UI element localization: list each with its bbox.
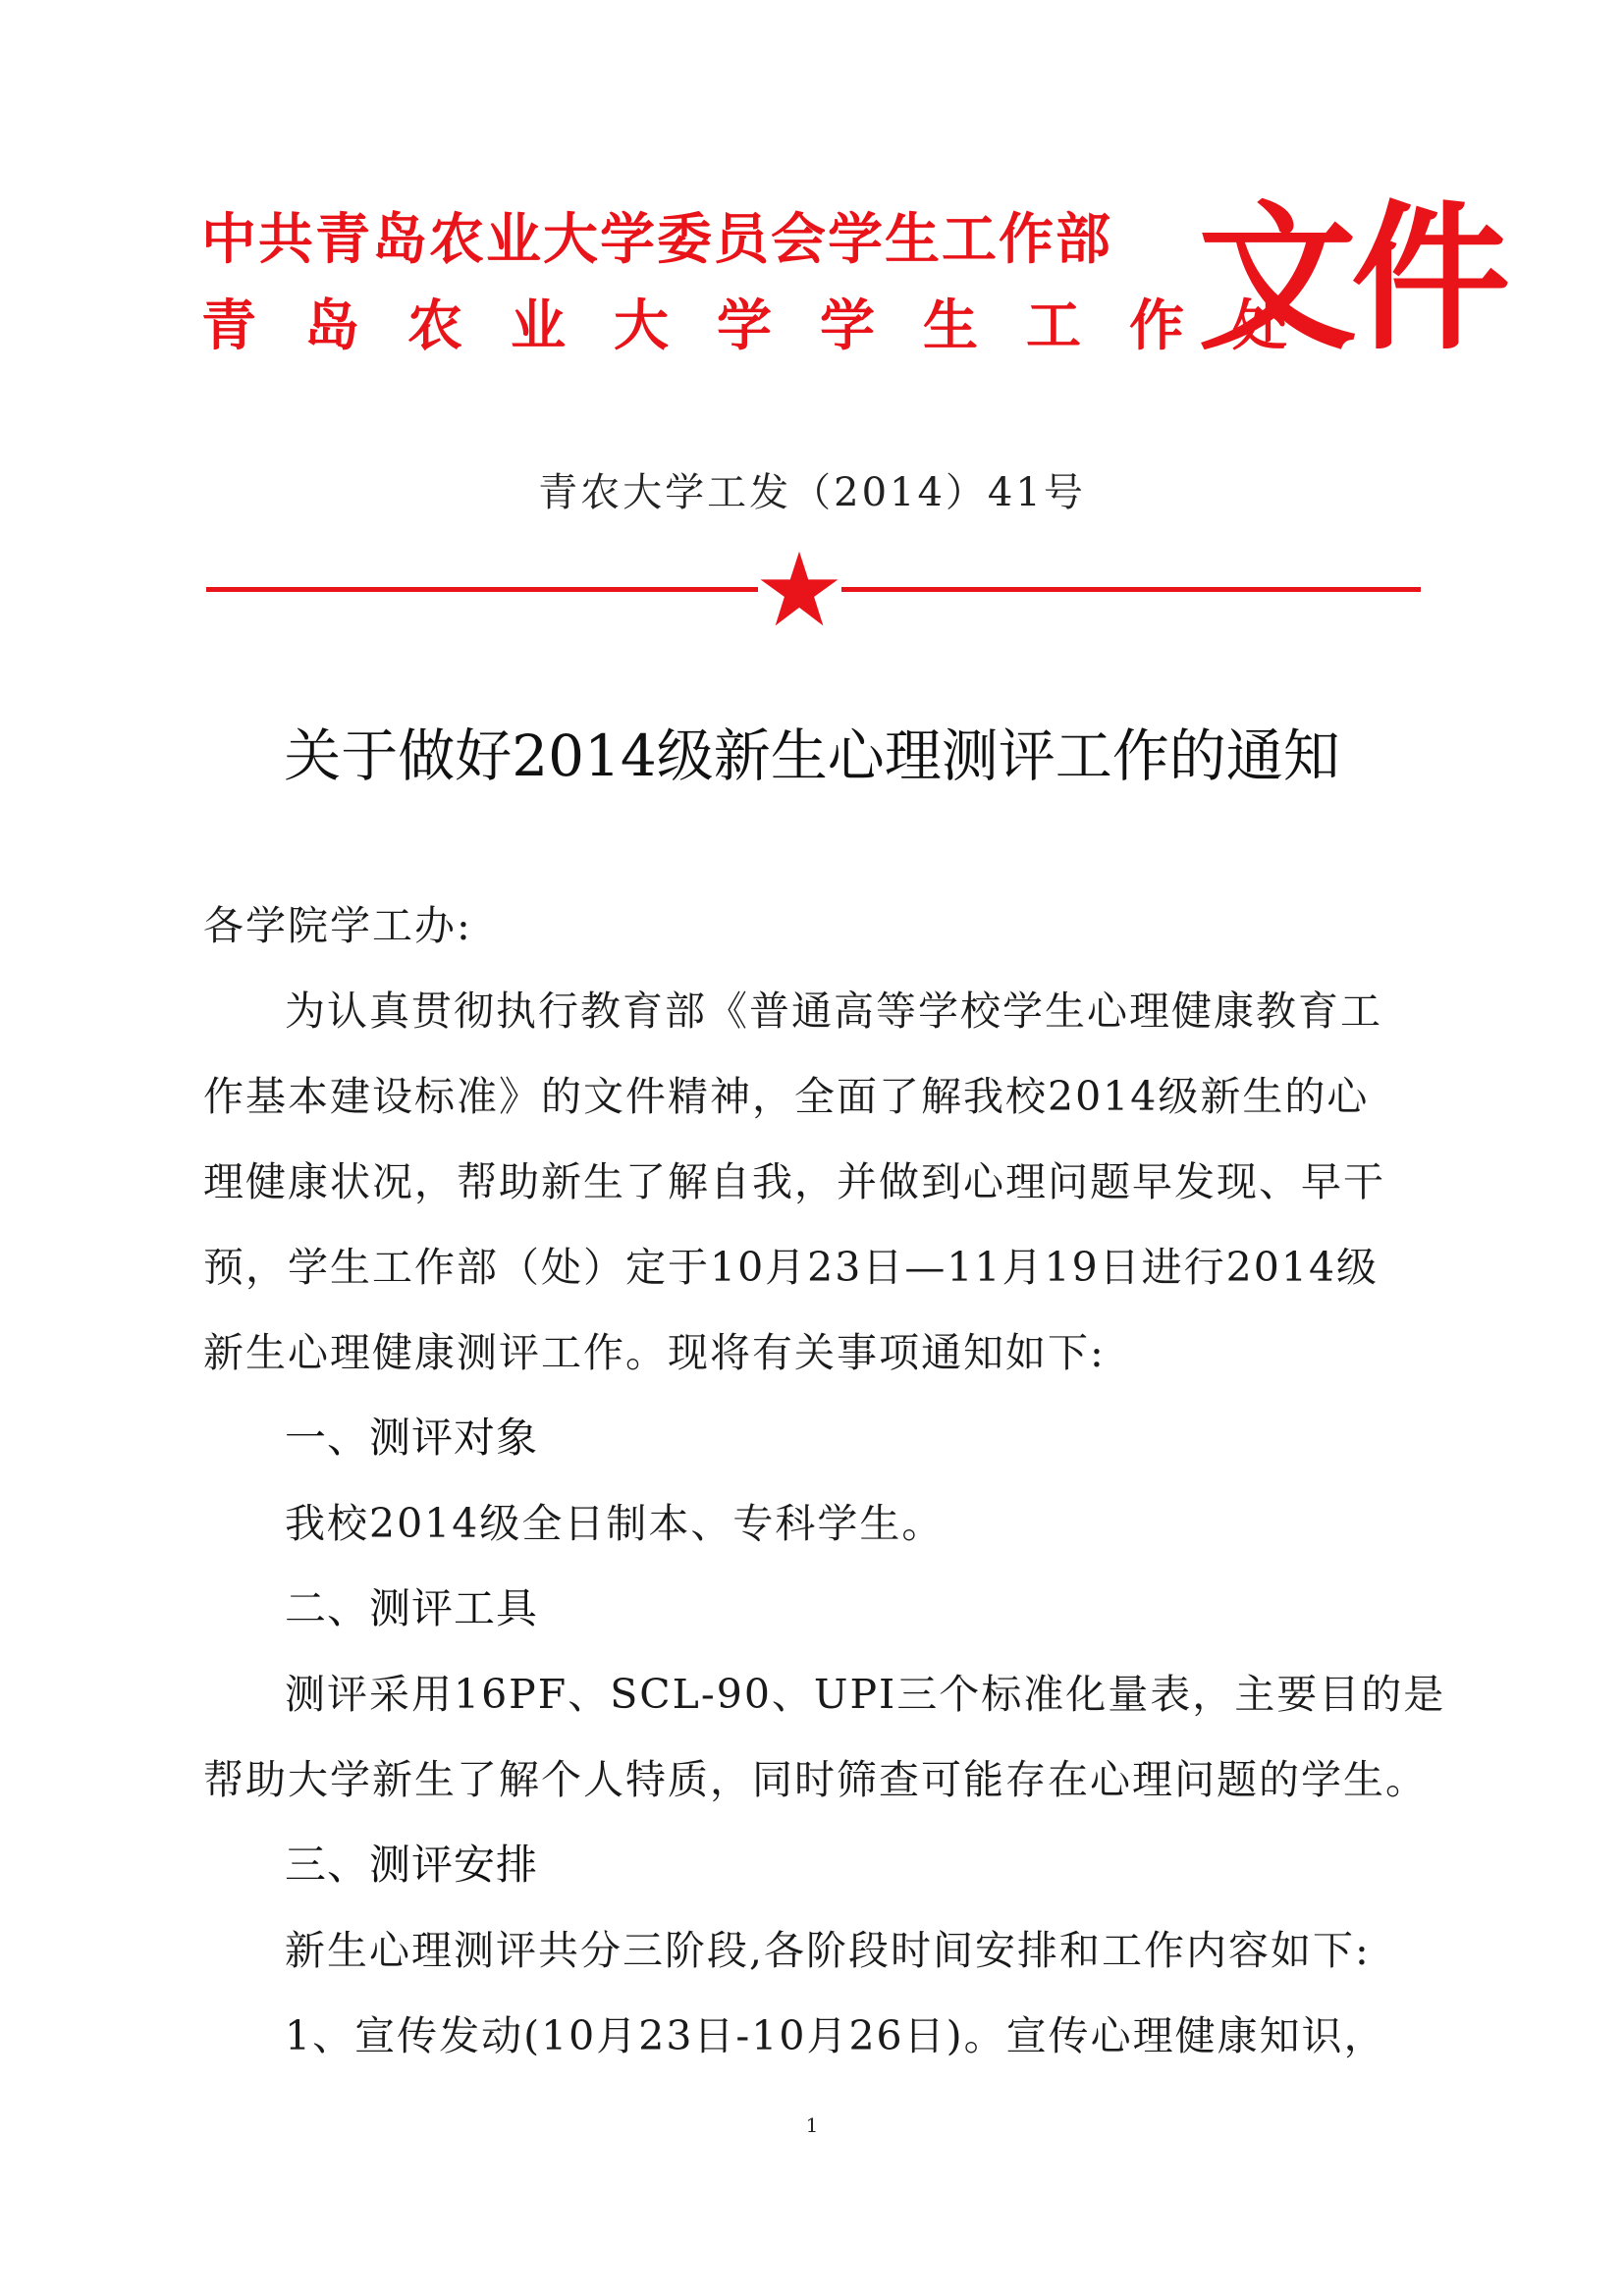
red-star-icon — [758, 550, 840, 628]
issuer-line-student-affairs: 青岛农业大学学生工作处 — [201, 294, 1335, 358]
intro-line: 新生心理健康测评工作。现将有关事项通知如下: — [203, 1329, 1106, 1376]
document-type-mark: 文件 — [1198, 187, 1504, 372]
section-line: 测评采用16PF、SCL-90、UPI三个标准化量表，主要目的是 — [285, 1671, 1446, 1718]
section-line: 1、宣传发动(10月23日-10月26日)。宣传心理健康知识， — [285, 2012, 1386, 2059]
red-divider-left — [206, 587, 758, 592]
page-number: 1 — [805, 2113, 819, 2137]
intro-line: 理健康状况，帮助新生了解自我，并做到心理问题早发现、早干 — [203, 1158, 1385, 1205]
section-heading: 三、测评安排 — [285, 1841, 539, 1889]
intro-line: 作基本建设标准》的文件精神，全面了解我校2014级新生的心 — [203, 1073, 1370, 1120]
document-number: 青农大学工发（2014）41号 — [538, 470, 1086, 515]
notice-title: 关于做好2014级新生心理测评工作的通知 — [284, 722, 1340, 789]
section-line: 新生心理测评共分三阶段,各阶段时间安排和工作内容如下: — [285, 1927, 1371, 1974]
intro-line: 预，学生工作部（处）定于10月23日—11月19日进行2014级 — [203, 1244, 1380, 1291]
section-line: 我校2014级全日制本、专科学生。 — [285, 1500, 945, 1547]
section-heading: 一、测评对象 — [285, 1414, 539, 1462]
salutation: 各学院学工办: — [203, 902, 472, 949]
red-divider-right — [841, 587, 1421, 592]
intro-line: 为认真贯彻执行教育部《普通高等学校学生心理健康教育工 — [285, 988, 1382, 1035]
issuer-line-party-committee: 中共青岛农业大学委员会学生工作部 — [201, 208, 1112, 272]
section-heading: 二、测评工具 — [285, 1584, 539, 1632]
section-line: 帮助大学新生了解个人特质，同时筛查可能存在心理问题的学生。 — [203, 1756, 1428, 1803]
